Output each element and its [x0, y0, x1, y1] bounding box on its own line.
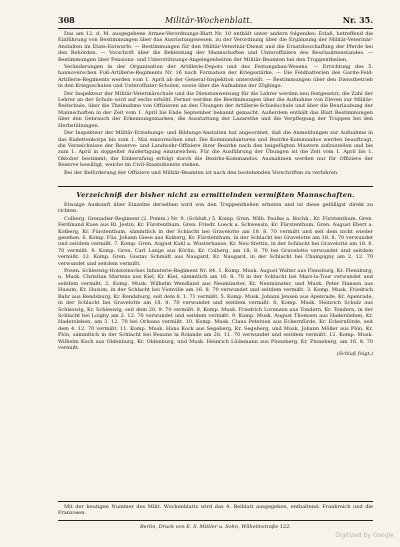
- notice-text: Mit der heutigen Nummer des Milit. Wochenblatts wird das 4. Beiblatt ausgegeben, enthaltend: Frankreich und die Franzosen.: [58, 504, 373, 517]
- paragraph: Bei der Beförderung der Offiziere und Militär-Beamten ist nach den bestehenden Vorschriften zu verfahren.: [64, 169, 339, 176]
- section-divider: [58, 186, 373, 187]
- section-heading: Verzeichniß der bisher nicht zu ermittelnden vermißten Mannschaften.: [76, 191, 355, 199]
- digitization-watermark: Digitized by Google: [335, 532, 394, 539]
- section-missing-soldiers: [58, 202, 373, 498]
- paragraph: Colberg. Grenadier-Regiment (2. Pomm.) Nr. 9. (Schluß.) 5. Komp. Gren. Wilh. Paulke a. Buchh., Kr. Fürstenthum, Gren. Ferdinand Kuse aus Rl. Jestin, Kr. Fürstenthum, Gren. Friedr. Loeck a. Schwessin, Kr. Fürstenthum, Gren. August Ebert a. Kolberg, Kr. Fürstenthum, sämmtlich in der Schlacht bei Gravelotte am 18. 8. 70 vermißt und seit dem nicht wieder gesehen. 6. Komp. Füs. Johann Giese aus Kolberg, Kr. Fürstenthum, in der Schlacht bei Gravelotte am 18. 8. 70 verwundet und seitdem vermißt. 7. Komp. Gren. August Kahl a. Wusterhanse, Kr. Neu-Stettin, in der Schlacht bei Gravelotte am 18. 8. 70 vermißt. 8. Komp. Gren. Carl Lange aus Körlin, Kr. Colberg, am 18. 8. 70 bei Gravelotte verwundet und seitdem vermißt. 12. Komp. Gren. Gustav Schmidt aus Naugard, Kr. Naugard, in der Schlacht bei Champigny am 2. 12. 70 verwundet und seitdem vermißt.: [58, 215, 373, 267]
- paragraph: Der Inspekteur der Militär-Erziehungs- und Bildungs-Anstalten hat angeordnet, daß die Anmeldungen zur Aufnahme in das Kadettenkorps bis zum 1. Mai einzureichen sind. Die Kommandanturen und Bezirks-Kommandos werden beauftragt, die Verzeichnisse der Reserve- und Landwehr-Offiziere ihrer Bezirke nach den beigefügten Mustern aufzustellen und bis zum 1. April in doppelter Ausfertigung einzureichen. Für die Ausführung der Übungen ist die Zeit vom 1. April bis 1. Oktober bestimmt; die Einberufung erfolgt durch die Bezirks-Kommandos. Ausnahmen werden nur für Offiziere der Reserve bewilligt, welche im Civil-Staatsdienste stehen.: [58, 130, 373, 169]
- paragraph: Das am 12. d. M. ausgegebene Armee-Verordnungs-Blatt Nr. 10 enthält unter andern folgendes: Erlaß, betreffend die Einführung von Bestimmungen über das Ausrüstungswesen, zu der Verordnung über die Ergänzung der Militär-Veterinär-Anstalten im Etats-Entwurfe. — Bestimmungen für den Militär-Veterinär-Dienst und die Ersatzbeschaffung der Pferde bei den Behörden. — Vorschrift über die Bekleidung der Mannschaften und Unteroffiziere des Beurlaubtenstandes. — Bestimmungen über Pensions- und Unterstützungs-Angelegenheiten der Militär-Beamten bei den Truppentheilen.: [58, 31, 373, 63]
- publication-title: Militär-Wochenblatt.: [165, 15, 253, 25]
- continuation-note: (Schluß folgt.): [336, 351, 373, 358]
- footer-rule: [58, 520, 373, 521]
- issue-number: Nr. 35.: [342, 15, 373, 25]
- header-rule: [58, 28, 373, 29]
- paragraph: Der Inspekteur der Militär-Veterinärschule und die Dienstanweisung für die Lehrer werden neu festgesetzt; die Zahl der Lehrer an der Schule wird auf sechs erhöht. Ferner werden die Bestimmungen über die Aufnahme von Eleven zur Militär-Reitschule, über die Theilnahme von Offizieren an den Übungen der Artillerie-Schießschule und über die Beurlaubung der Mannschaften in der Zeit vom 1. April bis Ende September bekannt gemacht. Außerdem enthält das Blatt Bestimmungen über den Gebrauch der Erkennungsmarken, die Ausstattung der Lazarethe und die Verpflegung der Truppen bei den Herbstübungen.: [58, 90, 373, 129]
- paragraph: Veränderungen in der Organisation der Artillerie-Depots und des Festungsbau-Wesens. — Errichtung des 5. hannoverschen Fuß-Artillerie-Regiments Nr. 16 nach Formation der Kriegsstärke. — Die Feldbatterien des Garde-Feld-Artillerie-Regiments werden vom 1. April ab der General-Inspektion unterstellt. — Bestimmungen über den Dienstbetrieb in den Kriegsschulen und Unteroffizier-Schulen, sowie über die Aufnahme der Zöglinge.: [58, 64, 373, 90]
- paragraph: Posen. Schleswig-Holsteinsches Infanterie-Regiment Nr. 84. 1. Komp. Musk. August Walter aus Flensburg, Kr. Flensburg, u. Musk. Christian Martens aus Kiel, Kr. Kiel, sämmtlich am 16. 8. 70 in der Schlacht bei Mars-la-Tour verwundet und seitdem vermißt. 2. Komp. Musk. Wilhelm Wendland aus Neumünster, Kr. Neumünster, und Musk. Peter Hansen aus Husum, Kr. Husum, in der Schlacht bei Vionville am 16. 8. 70 verwundet und seitdem vermißt. 3. Komp. Musk. Friedrich Bahr aus Rendsburg, Kr. Rendsburg, seit dem 8. 1. 71 vermißt. 5. Komp. Musk. Johann Jensen aus Apenrade, Kr. Apenrade, in der Schlacht bei Gravelotte am 18. 8. 70 verwundet und seitdem vermißt. 6. Komp. Musk. Heinrich Schulz aus Schleswig, Kr. Schleswig, seit dem 20. 9. 70 vermißt. 8. Komp. Musk. Friedrich Lorenzen aus Tondern, Kr. Tondern, in der Schlacht bei Loigny am 2. 12. 70 verwundet und seitdem vermißt. 9. Komp. Musk. August Thomsen aus Hadersleben, Kr. Hadersleben, am 3. 12. 70 bei Orleans vermißt. 10. Komp. Musk. Claus Petersen aus Eckernförde, Kr. Eckernförde, seit dem 4. 12. 70 vermißt. 11. Komp. Musk. Hans Kock aus Segeberg, Kr. Segeberg, und Musk. Johann Möller aus Plön, Kr. Plön, sämmtlich in der Schlacht bei Beaune la Rolande am 28. 11. 70 verwundet und seitdem vermißt. 12. Komp. Musk. Wilhelm Koch aus Oldenburg, Kr. Oldenburg, und Musk. Heinrich Lüdemann aus Pinneberg, Kr. Pinneberg, am 16. 8. 70 vermißt.: [58, 268, 373, 351]
- page-header: [58, 14, 373, 26]
- page-number: 308: [58, 15, 75, 25]
- supplement-notice: [58, 504, 373, 518]
- notice-rule: [58, 501, 373, 502]
- printer-imprint: Berlin, Druck von E. S. Mittler u. Sohn, Wilhelmstraße 122.: [139, 524, 292, 530]
- intro-paragraph: Etwaige Auskunft über Einzelne derselben wird von den Truppentheilen erbeten und ist diese gefälligst direkt zu richten.: [58, 202, 373, 215]
- section-ordinances: [58, 31, 373, 183]
